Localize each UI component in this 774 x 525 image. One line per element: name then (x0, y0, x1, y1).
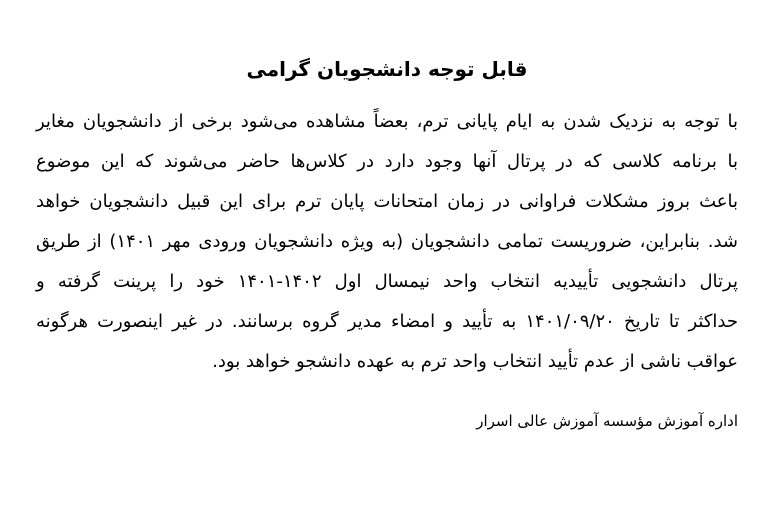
notice-body-line: عواقب ناشی از عدم تأیید انتخاب واحد ترم به عهده دانشجو خواهد بود. (212, 351, 738, 372)
notice-body-line: شد. بنابراین، ضروریست تمامی دانشجویان (به ویژه دانشجویان ورودی مهر ۱۴۰۱) از طریق (36, 231, 738, 252)
notice-body-line: حداکثر تا تاریخ ۱۴۰۱/۰۹/۲۰ به تأیید و امضاء مدیر گروه برسانند. در غیر اینصورت هرگونه (36, 311, 738, 332)
notice-body-line: با برنامه کلاسی که در پرتال آنها وجود دارد در کلاس‌ها حاضر می‌شوند که این موضوع (36, 151, 738, 172)
notice-signature: اداره آموزش مؤسسه آموزش عالی اسرار (476, 412, 738, 430)
notice-body-line: با توجه به نزدیک شدن به ایام پایانی ترم، بعضاً مشاهده می‌شود برخی از دانشجویان مغایر (36, 111, 738, 132)
notice-title: قابل توجه دانشجویان گرامی (246, 57, 528, 81)
notice-body-line: پرتال دانشجویی تأییدیه انتخاب واحد نیمسال اول ۱۴۰۲-۱۴۰۱ خود را پرینت گرفته و (36, 271, 738, 292)
notice-body-line: باعث بروز مشکلات فراوانی در زمان امتحانات پایان ترم برای این قبیل دانشجویان خواهد (36, 191, 738, 212)
